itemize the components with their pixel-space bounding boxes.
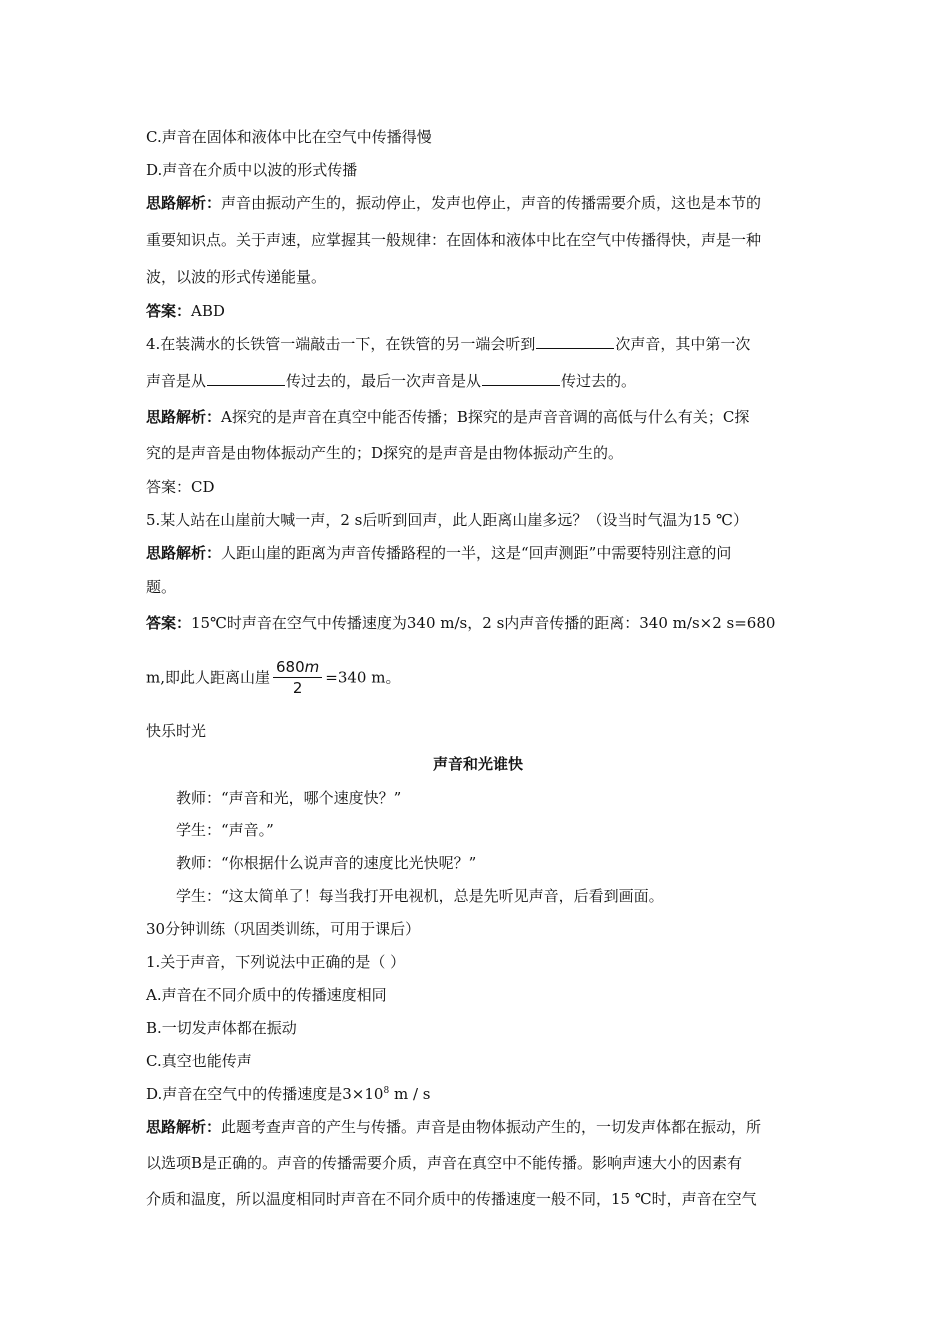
happy-time-heading: 快乐时光 xyxy=(146,722,207,740)
q4-analysis-line2: 究的是声音是由物体振动产生的；D探究的是声音是由物体振动产生的。 xyxy=(146,444,624,462)
q4-blank-count xyxy=(536,333,614,349)
q4-blank-last xyxy=(482,370,560,386)
q3-analysis-line3: 波，以波的形式传递能量。 xyxy=(146,268,327,286)
q5-analysis-line1 xyxy=(146,542,731,564)
joke-line3: 教师：“你根据什么说声音的速度比光快呢？” xyxy=(176,854,477,872)
joke-line1: 教师：“声音和光，哪个速度快？” xyxy=(176,789,402,807)
q4-text-part2: 次声音，其中第一次 xyxy=(615,335,751,353)
t1-option-a: A.声音在不同介质中的传播速度相同 xyxy=(146,986,387,1004)
q5-analysis-line2: 题。 xyxy=(146,578,177,596)
q3-answer-value: ABD xyxy=(191,302,225,320)
analysis-label: 思路解析： xyxy=(146,408,222,426)
q4-text-part1: 4.在装满水的长铁管一端敲击一下，在铁管的另一端会听到 xyxy=(146,335,536,353)
q5-answer-line1 xyxy=(146,612,775,634)
q3-answer-line xyxy=(146,300,225,322)
q4-blank-first xyxy=(207,370,285,386)
q4-text-part3: 声音是从 xyxy=(146,372,207,390)
analysis-label: 思路解析： xyxy=(146,544,222,562)
fraction-numerator xyxy=(273,657,322,678)
q4-text-part5: 传过去的。 xyxy=(561,372,637,390)
t1-question: 1.关于声音，下列说法中正确的是（ ） xyxy=(146,953,406,971)
fraction-denominator: 2 xyxy=(292,679,303,697)
q4-analysis-text1: A探究的是声音在真空中能否传播；B探究的是声音音调的高低与什么有关；C探 xyxy=(221,408,750,426)
q4-question-line2 xyxy=(146,370,636,392)
analysis-label: 思路解析： xyxy=(146,194,222,212)
training-title: 30分钟训练（巩固类训练，可用于课后） xyxy=(146,920,421,938)
q4-answer-line: 答案：CD xyxy=(146,478,215,496)
t1-analysis-text1: 此题考查声音的产生与传播。声音是由物体振动产生的，一切发声体都在振动，所 xyxy=(221,1118,762,1136)
q4-question-line1 xyxy=(146,333,750,355)
q4-analysis-line1 xyxy=(146,406,749,428)
t1-option-c: C.真空也能传声 xyxy=(146,1052,252,1070)
joke-line2: 学生：“声音。” xyxy=(176,821,274,839)
t1-analysis-line3: 介质和温度，所以温度相同时声音在不同介质中的传播速度一般不同，15 ℃时，声音在空气 xyxy=(146,1190,757,1208)
analysis-label: 思路解析： xyxy=(146,1118,222,1136)
answer-label: 答案： xyxy=(146,614,192,632)
q5-answer-text2-pre: m,即此人距离山崖 xyxy=(146,668,270,687)
t1-option-d-exponent: 8 xyxy=(383,1086,390,1096)
t1-analysis-line2: 以选项B是正确的。声音的传播需要介质，声音在真空中不能传播。影响声速大小的因素有 xyxy=(146,1154,743,1172)
t1-option-b: B.一切发声体都在振动 xyxy=(146,1019,297,1037)
q3-analysis-line1 xyxy=(146,192,761,214)
numerator-unit: m xyxy=(304,658,320,676)
t1-option-d-unit: m / s xyxy=(389,1085,431,1103)
q3-analysis-text1: 声音由振动产生的，振动停止，发声也停止，声音的传播需要介质，这也是本节的 xyxy=(221,194,762,212)
t1-analysis-line1 xyxy=(146,1116,761,1138)
q5-fraction xyxy=(273,657,322,698)
numerator-value: 680 xyxy=(276,658,305,676)
q4-text-part4: 传过去的，最后一次声音是从 xyxy=(286,372,482,390)
q5-analysis-text1: 人距山崖的距离为声音传播路程的一半，这是“回声测距”中需要特别注意的问 xyxy=(221,544,732,562)
joke-line4: 学生：“这太简单了！每当我打开电视机，总是先听见声音，后看到画面。 xyxy=(176,887,664,905)
t1-option-d-text: D.声音在空气中的传播速度是3×10 xyxy=(146,1085,384,1103)
q5-question: 5.某人站在山崖前大喊一声，2 s后听到回声，此人距离山崖多远？（设当时气温为15 ℃） xyxy=(146,511,748,529)
q5-answer-text2-post: =340 m。 xyxy=(325,668,401,687)
q3-analysis-line2: 重要知识点。关于声速，应掌握其一般规律：在固体和液体中比在空气中传播得快，声是一种 xyxy=(146,231,762,249)
q3-option-c: C.声音在固体和液体中比在空气中传播得慢 xyxy=(146,128,432,146)
answer-label: 答案： xyxy=(146,302,192,320)
t1-option-d xyxy=(146,1083,430,1105)
joke-title: 声音和光谁快 xyxy=(432,755,523,773)
q5-answer-line2 xyxy=(146,657,400,698)
q5-answer-text1: 15℃时声音在空气中传播速度为340 m/s，2 s内声音传播的距离：340 m/s×2 s=680 xyxy=(191,614,776,632)
q3-option-d: D.声音在介质中以波的形式传播 xyxy=(146,161,358,179)
